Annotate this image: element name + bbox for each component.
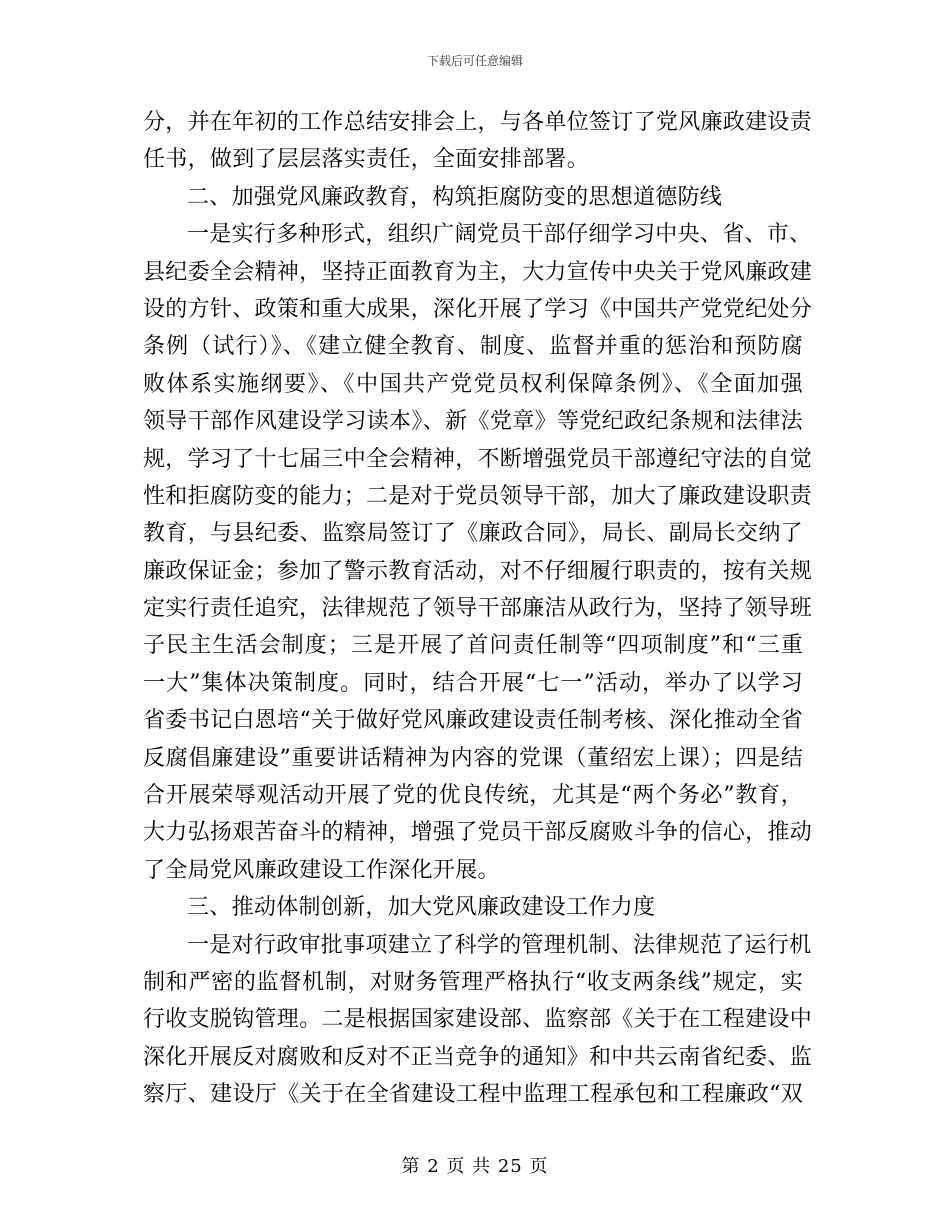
body-line: 县纪委全会精神，坚持正面教育为主，大力宣传中央关于党风廉政建: [143, 259, 813, 285]
body-line: 制和严密的监督机制，对财务管理严格执行“收支两条线”规定，实: [143, 969, 803, 995]
body-line: 了全局党风廉政建设工作深化开展。: [143, 857, 500, 883]
body-line: 行收支脱钩管理。二是根据国家建设部、监察部《关于在工程建设中: [143, 1007, 813, 1033]
page-header-note: 下载后可任意编辑: [426, 54, 523, 68]
body-line: 设的方针、政策和重大成果，深化开展了学习《中国共产党党纪处分: [143, 296, 813, 322]
section-heading: 二、加强党风廉政教育，构筑拒腐防变的思想道德防线: [187, 184, 723, 210]
body-line: 分，并在年初的工作总结安排会上，与各单位签订了党风廉政建设责: [143, 110, 813, 135]
page-number: 第 2 页 共 25 页: [401, 1156, 549, 1177]
body-line: 廉政保证金；参加了警示教育活动，对不仔细履行职责的，按有关规: [143, 558, 813, 584]
body-line: 败体系实施纲要》、《中国共产党党员权利保障条例》、《全面加强: [143, 371, 803, 397]
body-line: 省委书记白恩培“关于做好党风廉政建设责任制考核、深化推动全省: [143, 708, 803, 734]
section-heading: 三、推动体制创新，加大党风廉政建设工作力度: [187, 895, 656, 921]
body-line: 察厅、建设厅《关于在全省建设工程中监理工程承包和工程廉政“双: [143, 1082, 803, 1108]
body-line: 任书，做到了层层落实责任，全面安排部署。: [143, 147, 590, 173]
body-line: 性和拒腐防变的能力；二是对于党员领导干部，加大了廉政建设职责: [143, 483, 813, 509]
body-line: 一是实行多种形式，组织广阔党员干部仔细学习中央、省、市、: [187, 222, 812, 248]
body-line: 大力弘扬艰苦奋斗的精神，增强了党员干部反腐败斗争的信心，推动: [143, 820, 813, 846]
body-line: 子民主生活会制度；三是开展了首问责任制等“四项制度”和“三重: [143, 633, 803, 659]
document-body: [143, 104, 813, 1114]
body-line: 一是对行政审批事项建立了科学的管理机制、法律规范了运行机: [187, 932, 812, 958]
body-line: 领导干部作风建设学习读本》、新《党章》等党纪政纪条规和法律法: [143, 409, 803, 435]
body-line: 合开展荣辱观活动开展了党的优良传统，尤其是“两个务必”教育，: [143, 783, 803, 809]
body-line: 一大”集体决策制度。同时，结合开展“七一”活动，举办了以学习: [143, 670, 803, 696]
body-line: 规，学习了十七届三中全会精神，不断增强党员干部遵纪守法的自觉: [143, 446, 813, 472]
body-line: 教育，与县纪委、监察局签订了《廉政合同》，局长、副局长交纳了: [143, 521, 803, 547]
body-line: 定实行责任追究，法律规范了领导干部廉洁从政行为，坚持了领导班: [143, 596, 813, 622]
body-line: 条例（试行）》、《建立健全教育、制度、监督并重的惩治和预防腐: [143, 334, 803, 360]
body-line: 反腐倡廉建设”重要讲话精神为内容的党课（董绍宏上课）；四是结: [143, 745, 803, 771]
body-line: 深化开展反对腐败和反对不正当竞争的通知》和中共云南省纪委、监: [143, 1044, 813, 1070]
